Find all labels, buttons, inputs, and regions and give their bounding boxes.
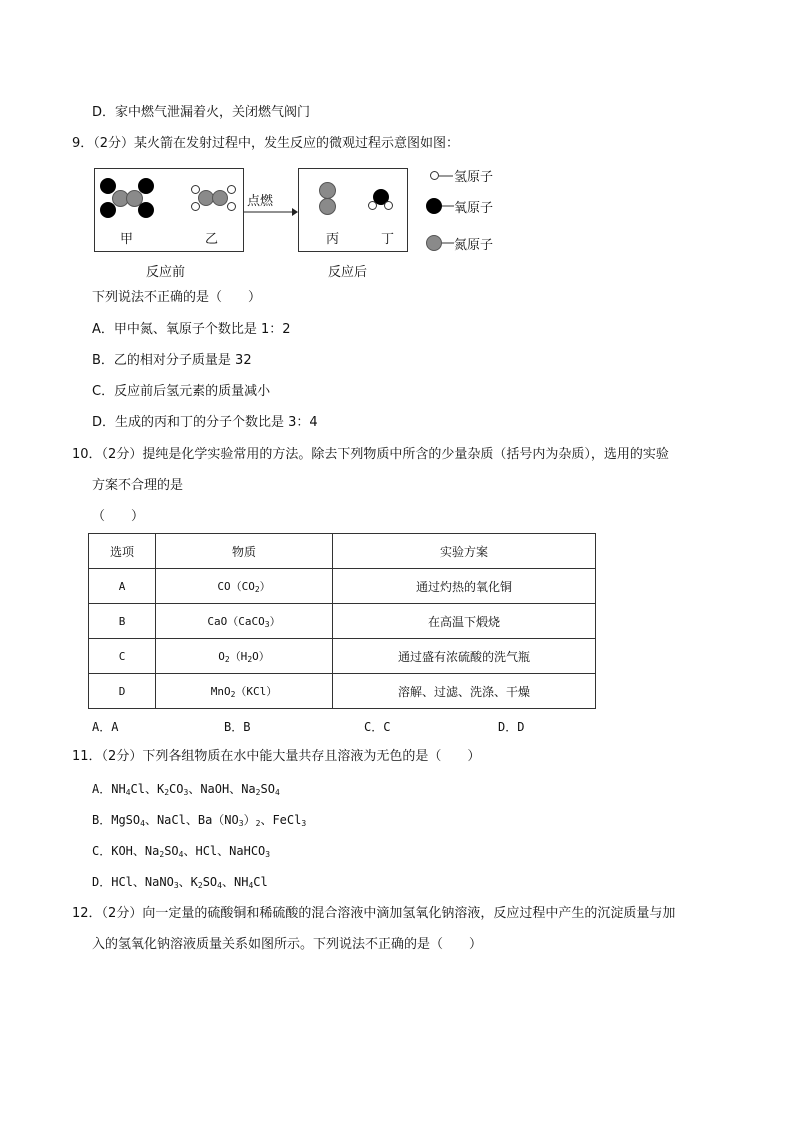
nitrogen-atom xyxy=(319,198,336,215)
hydrogen-atom xyxy=(227,185,236,194)
q9-stem: 9．（2分）某火箭在发射过程中，发生反应的微观过程示意图如图： xyxy=(72,136,460,151)
table-header-row xyxy=(89,534,596,569)
q12-stem-line1: 12．（2分）向一定量的硫酸铜和稀硫酸的混合溶液中滴加氢氧化钠溶液，反应过程中产生的沉淀质量与加 xyxy=(72,906,676,921)
hydrogen-atom xyxy=(384,201,393,210)
label-jia: 甲 xyxy=(120,232,134,247)
q8-option-d: D．家中燃气泄漏着火，关闭燃气阀门 xyxy=(92,105,311,120)
row-method: 通过灼热的氧化铜 xyxy=(333,569,596,604)
header-substance: 物质 xyxy=(156,534,333,569)
legend-line-icon xyxy=(442,205,454,207)
q11-stem: 11．（2分）下列各组物质在水中能大量共存且溶液为无色的是（ ） xyxy=(72,749,481,764)
legend-oxygen: 氧原子 xyxy=(454,201,494,216)
q9-option-c: C．反应前后氢元素的质量减小 xyxy=(92,384,271,399)
caption-after: 反应后 xyxy=(328,265,368,280)
q9-question: 下列说法不正确的是（ ） xyxy=(92,290,262,305)
q10-options-table xyxy=(88,533,596,709)
before-box xyxy=(94,168,244,252)
q10-blank: （ ） xyxy=(92,509,145,524)
row-substance: $O_2(H_2O)$ xyxy=(156,639,333,674)
label-ding: 丁 xyxy=(381,232,395,247)
q10-answer-c: C．C xyxy=(364,720,391,734)
hydrogen-legend-icon xyxy=(430,171,439,180)
row-substance: MnO$_2$（KCl） xyxy=(156,674,333,709)
row-option: D xyxy=(89,674,156,709)
legend-nitrogen: 氮原子 xyxy=(454,238,494,253)
q11-option-a: A．$NH_4Cl$、$K_2CO_3$、NaOH、$Na_2SO_4$ xyxy=(92,782,280,797)
after-box xyxy=(298,168,408,252)
legend-line-icon xyxy=(442,242,454,244)
q9-option-d: D．生成的丙和丁的分子个数比是 3：4 xyxy=(92,415,318,430)
q11-option-c: C．KOH、$Na_2SO_4$、HCl、NaHCO$_3$ xyxy=(92,844,271,859)
row-option: A xyxy=(89,569,156,604)
table-row xyxy=(89,674,596,709)
legend-line-icon xyxy=(439,175,453,177)
row-method: 在高温下煅烧 xyxy=(333,604,596,639)
hydrogen-atom xyxy=(191,202,200,211)
table-row xyxy=(89,604,596,639)
q10-stem-line2: 方案不合理的是 xyxy=(92,478,184,493)
q10-answer-a: A．A xyxy=(92,720,119,734)
label-bing: 丙 xyxy=(326,232,340,247)
reaction-diagram xyxy=(94,165,514,285)
caption-before: 反应前 xyxy=(146,265,186,280)
row-option: B xyxy=(89,604,156,639)
table-row xyxy=(89,569,596,604)
q10-answer-d: D．D xyxy=(498,720,525,734)
header-option: 选项 xyxy=(89,534,156,569)
row-substance: $CO(CO_2)$ xyxy=(156,569,333,604)
q9-option-a: A．甲中氮、氧原子个数比是 1：2 xyxy=(92,322,291,337)
header-method: 实验方案 xyxy=(333,534,596,569)
row-option: C xyxy=(89,639,156,674)
label-yi: 乙 xyxy=(205,232,219,247)
legend-hydrogen: 氢原子 xyxy=(454,170,494,185)
hydrogen-atom xyxy=(227,202,236,211)
row-method: 溶解、过滤、洗涤、干燥 xyxy=(333,674,596,709)
oxygen-legend-icon xyxy=(426,198,442,214)
row-substance: CaO（CaCO$_3$） xyxy=(156,604,333,639)
oxygen-atom xyxy=(138,202,154,218)
q12-stem-line2: 入的氢氧化钠溶液质量关系如图所示。下列说法不正确的是（ ） xyxy=(92,937,483,952)
nitrogen-atom xyxy=(212,190,228,206)
table-row xyxy=(89,639,596,674)
q10-stem-line1: 10．（2分）提纯是化学实验常用的方法。除去下列物质中所含的少量杂质（括号内为杂质），选用的实验 xyxy=(72,447,669,462)
q11-option-d: D．HCl、NaNO$_3$、$K_2SO_4$、$NH_4Cl$ xyxy=(92,875,268,890)
reaction-arrow-icon xyxy=(242,207,298,217)
hydrogen-atom xyxy=(368,201,377,210)
q10-answer-b: B．B xyxy=(224,720,251,734)
nitrogen-atom xyxy=(319,182,336,199)
q11-option-b: B．MgSO$_4$、NaCl、$Ba(NO_3)_2$、FeCl$_3$ xyxy=(92,813,307,828)
nitrogen-legend-icon xyxy=(426,235,442,251)
oxygen-atom xyxy=(100,202,116,218)
q9-option-b: B．乙的相对分子质量是 32 xyxy=(92,353,252,368)
arrow-label: 点燃 xyxy=(247,194,274,209)
row-method: 通过盛有浓硫酸的洗气瓶 xyxy=(333,639,596,674)
